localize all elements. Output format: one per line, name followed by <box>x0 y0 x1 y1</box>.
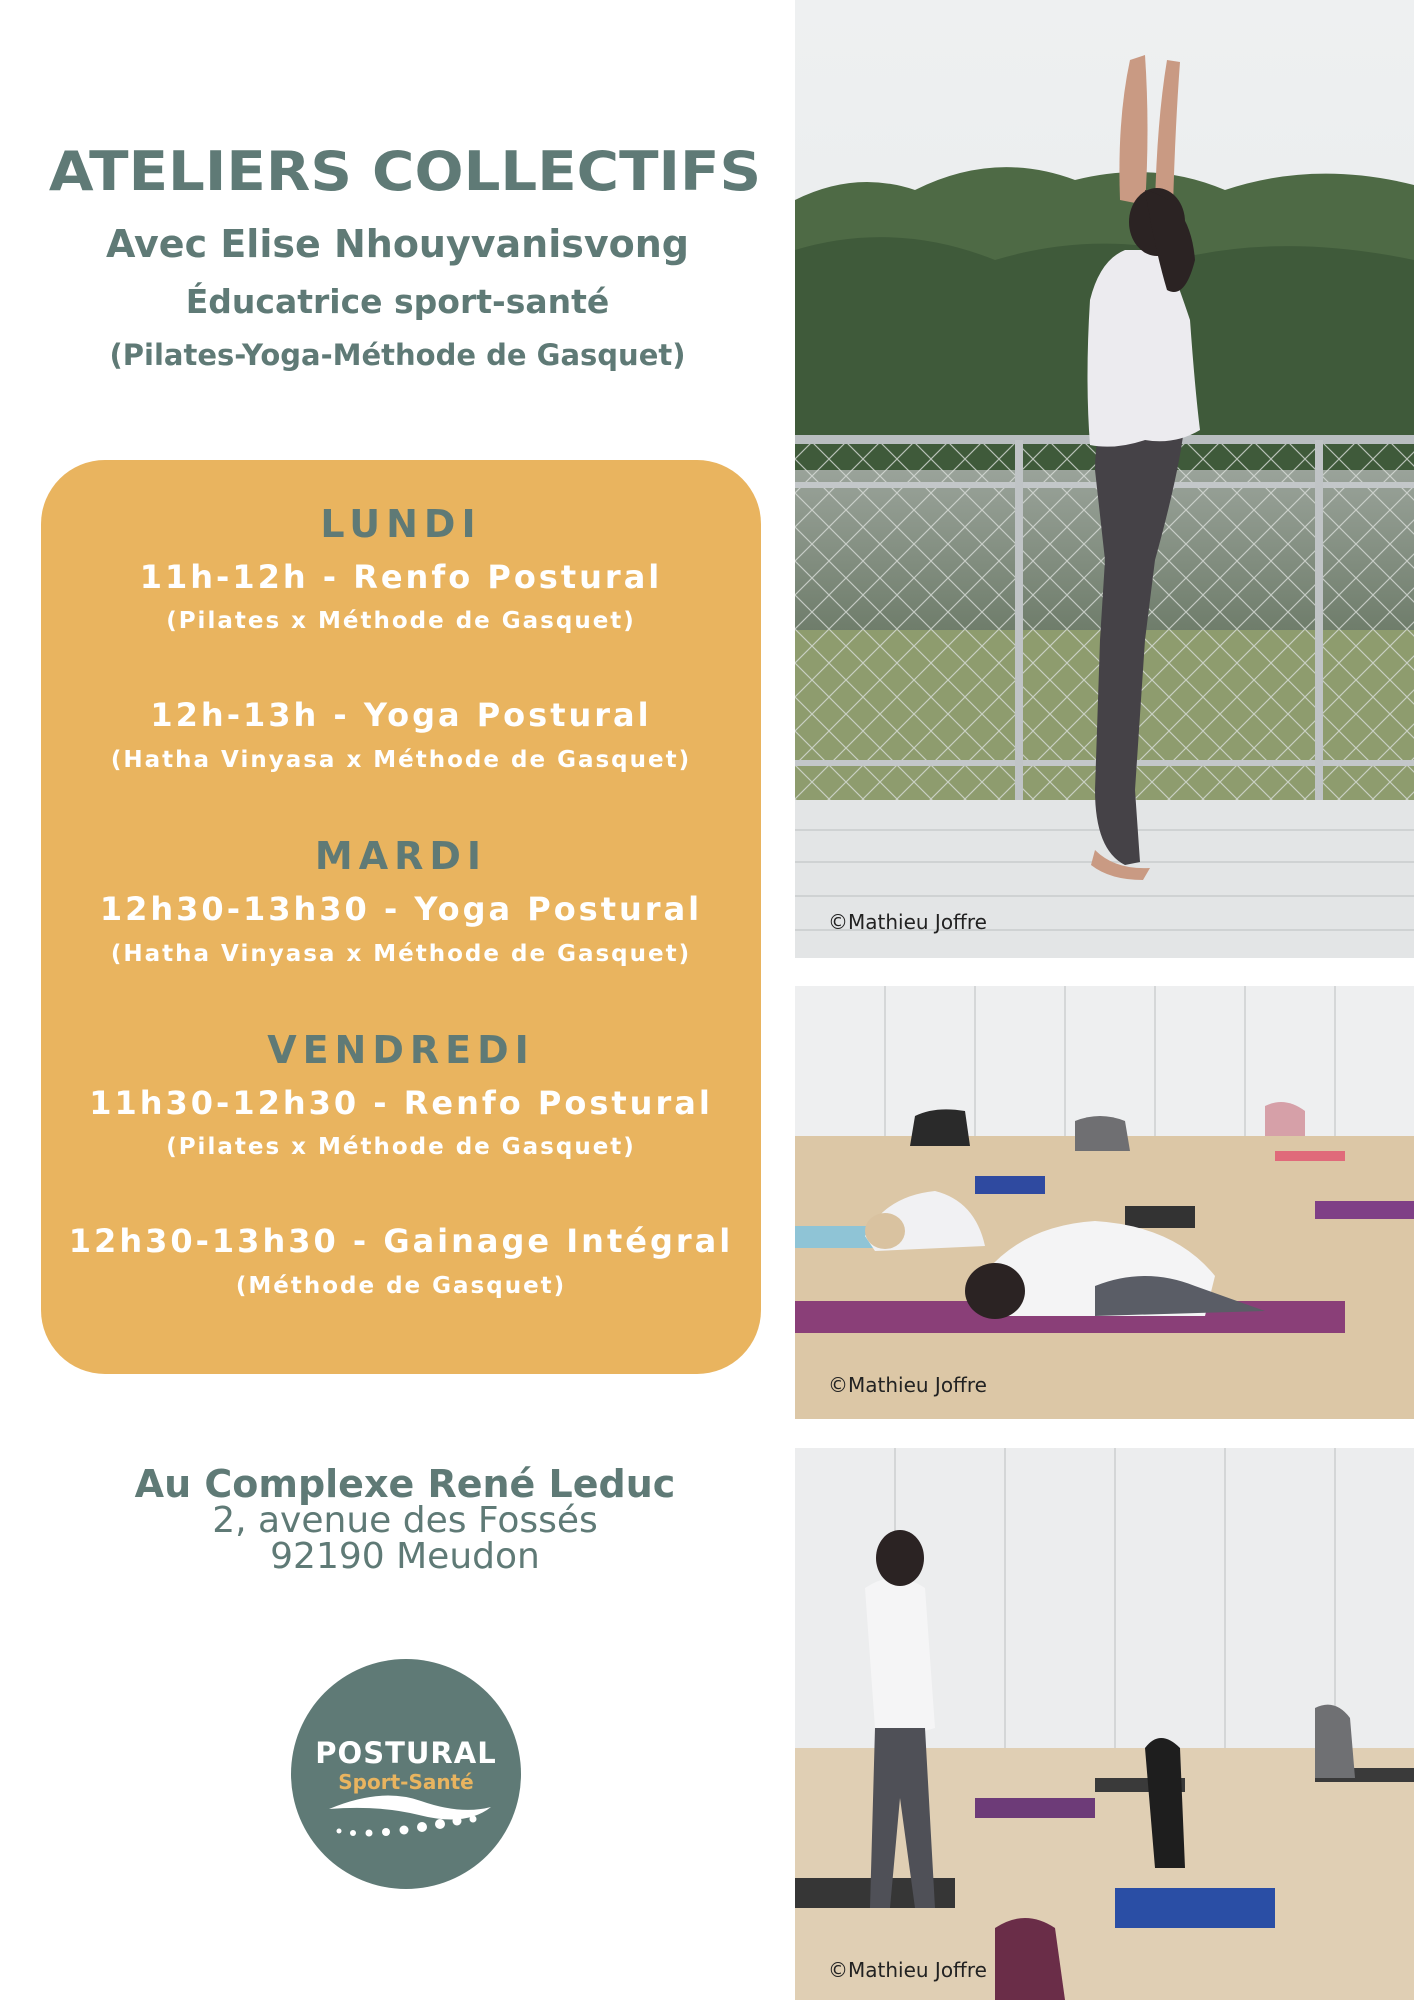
schedule-panel <box>41 460 761 1374</box>
pilates-class-instructor-photo <box>795 1448 1414 2000</box>
page-title: ATELIERS COLLECTIFS <box>48 140 762 203</box>
day-label-lundi: LUNDI <box>320 502 482 546</box>
class-title: 11h-12h - Renfo Postural <box>139 558 663 596</box>
instructor-disciplines: (Pilates-Yoga-Méthode de Gasquet) <box>109 338 686 372</box>
yoga-class-childpose-photo <box>795 986 1414 1419</box>
class-detail: (Hatha Vinyasa x Méthode de Gasquet) <box>110 747 692 773</box>
instructor-name: Avec Elise Nhouyvanisvong <box>105 222 689 266</box>
instructor-role: Éducatrice sport-santé <box>185 282 610 321</box>
class-detail: (Hatha Vinyasa x Méthode de Gasquet) <box>110 941 692 967</box>
class-detail: (Pilates x Méthode de Gasquet) <box>166 1134 636 1160</box>
logo-wave-icon <box>291 1659 521 1889</box>
class-title: 11h30-12h30 - Renfo Postural <box>89 1084 713 1122</box>
venue-city: 92190 Meudon <box>270 1536 540 1577</box>
logo-sub-text: Sport-Santé <box>338 1770 474 1794</box>
venue-street: 2, avenue des Fossés <box>212 1500 598 1541</box>
photo-credit: ©Mathieu Joffre <box>828 910 987 934</box>
class-detail: (Méthode de Gasquet) <box>235 1273 567 1299</box>
venue-name: Au Complexe René Leduc <box>134 1462 676 1506</box>
class-title: 12h30-13h30 - Gainage Intégral <box>68 1222 734 1260</box>
logo-main-text: POSTURAL <box>315 1736 497 1770</box>
photo-credit: ©Mathieu Joffre <box>828 1958 987 1982</box>
class-detail: (Pilates x Méthode de Gasquet) <box>166 608 636 634</box>
yoga-standing-illustration <box>795 0 1414 958</box>
photo-credit: ©Mathieu Joffre <box>828 1373 987 1397</box>
yoga-class-illustration <box>795 986 1414 1419</box>
yoga-standing-photo <box>795 0 1414 958</box>
day-label-mardi: MARDI <box>314 834 488 878</box>
day-label-vendredi: VENDREDI <box>267 1028 535 1072</box>
class-title: 12h30-13h30 - Yoga Postural <box>99 890 703 928</box>
pilates-class-illustration <box>795 1448 1414 2000</box>
class-title: 12h-13h - Yoga Postural <box>150 696 652 734</box>
postural-logo <box>291 1659 521 1889</box>
